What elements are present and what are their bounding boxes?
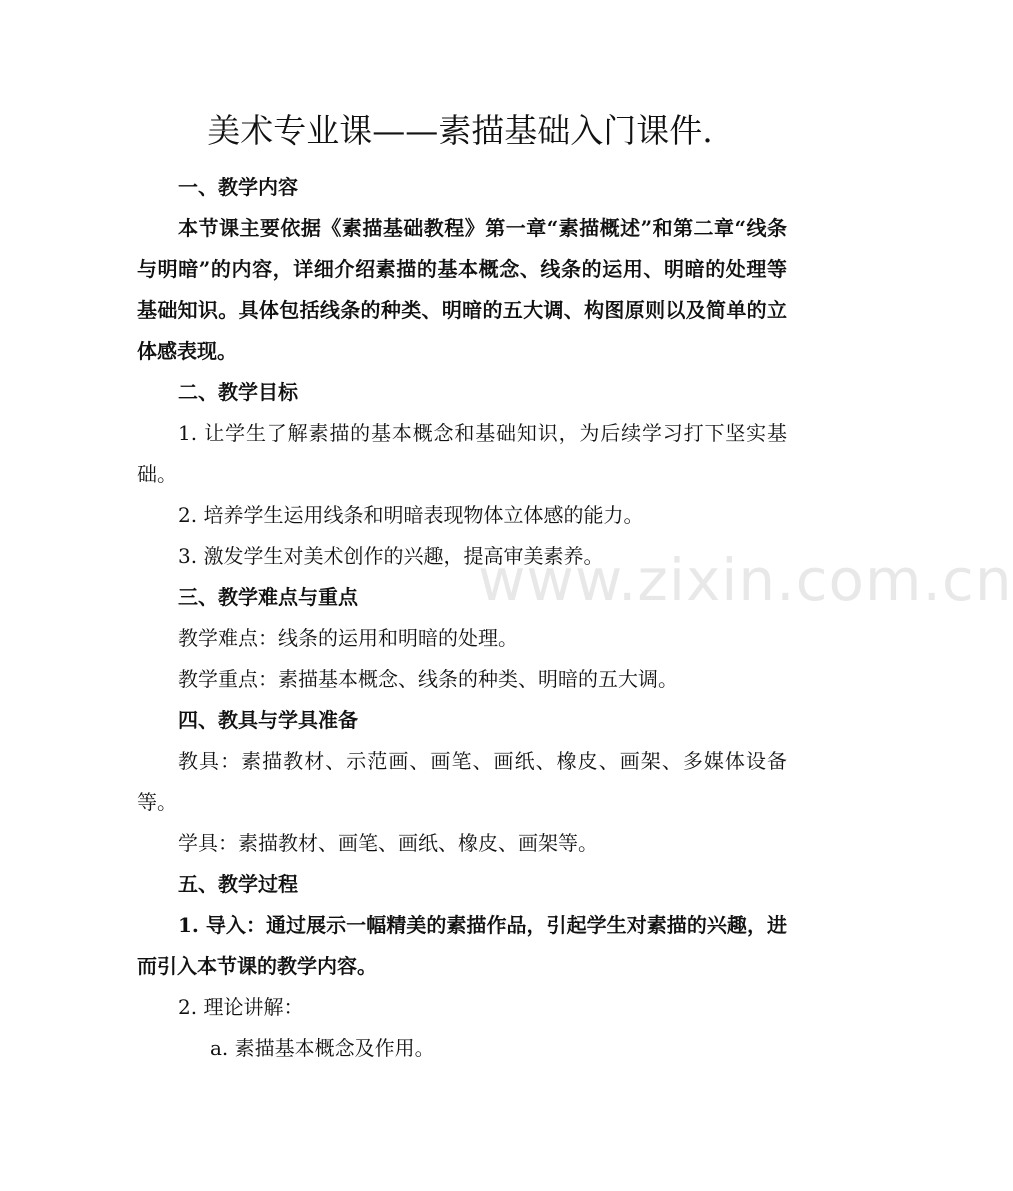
process-step-2a: a. 素描基本概念及作用。 [210, 1036, 435, 1060]
section-heading-objectives: 二、教学目标 [178, 380, 298, 404]
objective-item-2: 2. 培养学生运用线条和明暗表现物体立体感的能力。 [178, 503, 644, 527]
process-step-1: 1. 导入：通过展示一幅精美的素描作品，引起学生对素描的兴趣，进而引入本节课的教学内容。 [137, 913, 787, 978]
document-title: 美术专业课——素描基础入门课件. [207, 111, 713, 150]
section-heading-process: 五、教学过程 [178, 872, 298, 896]
objective-item-1: 1. 让学生了解素描的基本概念和基础知识，为后续学习打下坚实基础。 [137, 421, 787, 486]
section-heading-content: 一、教学内容 [178, 175, 298, 199]
difficulty-line: 教学难点：线条的运用和明暗的处理。 [178, 626, 518, 650]
key-point-line: 教学重点：素描基本概念、线条的种类、明暗的五大调。 [178, 667, 678, 691]
watermark: www.zixin.com.cn [478, 546, 1013, 614]
section-heading-difficulty: 三、教学难点与重点 [178, 585, 358, 609]
student-materials: 学具：素描教材、画笔、画纸、橡皮、画架等。 [178, 831, 598, 855]
objective-item-3: 3. 激发学生对美术创作的兴趣，提高审美素养。 [178, 544, 604, 568]
teacher-materials: 教具：素描教材、示范画、画笔、画纸、橡皮、画架、多媒体设备等。 [137, 749, 787, 814]
process-step-2: 2. 理论讲解： [178, 995, 304, 1019]
section-heading-materials: 四、教具与学具准备 [178, 708, 358, 732]
section-body-content: 本节课主要依据《素描基础教程》第一章“素描概述”和第二章“线条与明暗”的内容，详细介绍素描的基本概念、线条的运用、明暗的处理等基础知识。具体包括线条的种类、明暗的五大调、构图原则以及简单的立体感表现。 [137, 216, 787, 363]
